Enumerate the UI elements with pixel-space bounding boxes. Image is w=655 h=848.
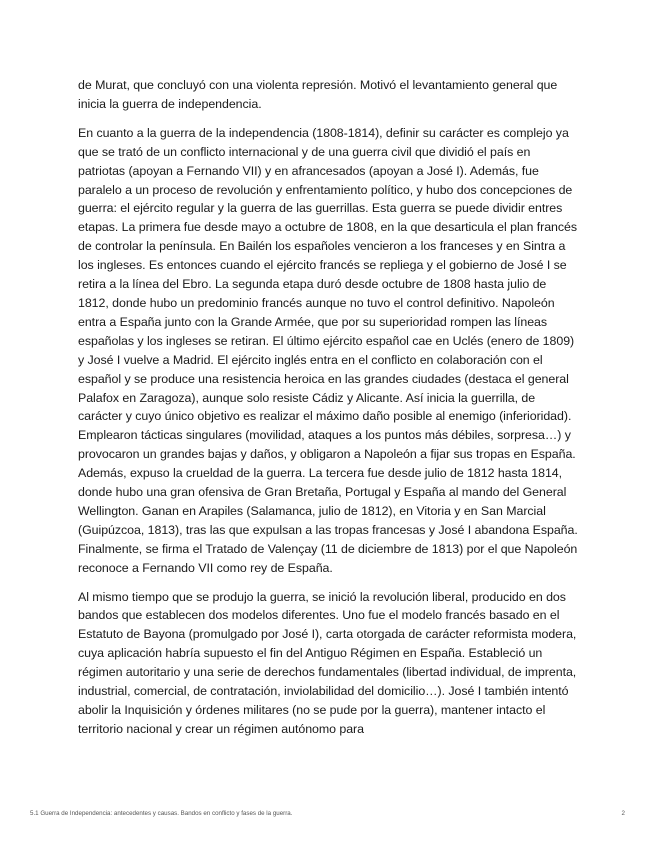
paragraph-3: Al mismo tiempo que se produjo la guerra, se inició la revolución liberal, producido en dos bandos que establecen dos modelos diferentes. Uno fue el modelo francés basado en el Estatuto de Bayona (promulgado por José I), carta otorgada de carácter reformista modera, cuya aplicación habría supuesto el fin del Antiguo Régimen en España. Estableció un régimen autoritario y una serie de derechos fundamentales (libertad individual, de imprenta, industrial, comercial, de contratación, inviolabilidad del domicilio…). José I también intentó abolir la Inquisición y órdenes militares (no se pude por la guerra), mantener intacto el territorio nacional y crear un régimen autónomo para	[78, 589, 577, 736]
page-footer	[30, 810, 625, 817]
footer-section-title: 5.1 Guerra de Independencia: antecedentes y causas. Bandos en conflicto y fases de la guerra.	[30, 810, 293, 817]
paragraph-1: de Murat, que concluyó con una violenta represión. Motivó el levantamiento general que inicia la guerra de independencia.	[78, 78, 558, 111]
paragraph-2: En cuanto a la guerra de la independencia (1808-1814), definir su carácter es complejo ya que se trató de un conflicto internacional y de una guerra civil que dividió el país en patriotas (apoyan a Fernando VII) y en afrancesados (apoyan a José I). Además, fue paralelo a un proceso de revolución y enfrentamiento político, y hubo dos concepciones de guerra: el ejército regular y la guerra de las guerrillas. Esta guerra se puede dividir entres etapas. La primera fue desde mayo a octubre de 1808, en la que desarticula el plan francés de controlar la península. En Bailén los españoles vencieron a los franceses y en Sintra a los ingleses. Es entonces cuando el ejército francés se repliega y el gobierno de José I se retira a la línea del Ebro. La segunda etapa duró desde octubre de 1808 hasta julio de 1812, donde hubo un predominio francés aunque no tuvo el control definitivo. Napoleón entra a España junto con la Grande Armée, que por su superioridad rompen las líneas españolas y los ingleses se retiran. El último ejército español cae en Uclés (enero de 1809) y José I vuelve a Madrid. El ejército inglés entra en el conflicto en colaboración con el español y se produce una resistencia heroica en las grandes ciudades (destaca el general Palafox en Zaragoza), aunque solo resiste Cádiz y Alicante. Así inicia la guerrilla, de carácter y cuyo único objetivo es realizar el máximo daño posible al enemigo (inferioridad). Emplearon tácticas singulares (movilidad, ataques a los puntos más débiles, sorpresa…) y provocaron un grandes bajas y daños, y obligaron a Napoleón a fijar sus tropas en España. Además, expuso la crueldad de la guerra. La tercera fue desde julio de 1812 hasta 1814, donde hubo una gran ofensiva de Gran Bretaña, Portugal y España al mando del General Wellington. Ganan en Arapiles (Salamanca, julio de 1812), en Vitoria y en San Marcial (Guipúzcoa, 1813), tras las que expulsan a las tropas francesas y José I abandona España. Finalmente, se firma el Tratado de Valençay (11 de diciembre de 1813) por el que Napoleón reconoce a Fernando VII como rey de España.	[78, 125, 578, 575]
page-body	[78, 76, 578, 749]
page-number: 2	[621, 810, 625, 817]
